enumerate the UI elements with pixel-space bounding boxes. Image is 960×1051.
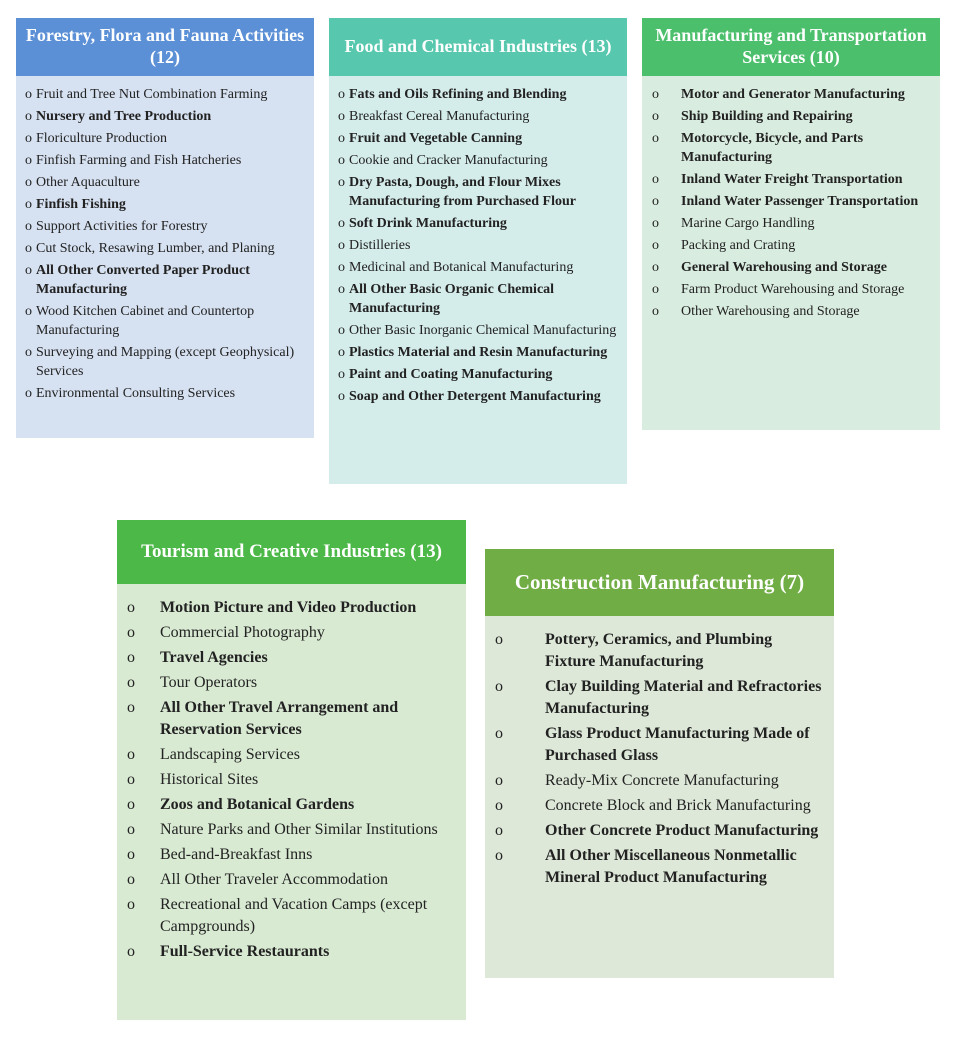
panel-forestry-flora-fauna [16,18,314,438]
list-item-text: Commercial Photography [160,624,325,641]
list-item [338,365,619,384]
list-item [652,129,932,167]
list-item-text: Nursery and Tree Production [36,109,212,124]
list-item-text: Ship Building and Repairing [681,109,853,124]
list-item-text: Landscaping Services [160,746,300,763]
list-item [127,894,458,938]
list-item-text: Nature Parks and Other Similar Institutions [160,821,438,838]
list-item [338,173,619,211]
list-item [127,622,458,644]
circle-bullet-icon: o [338,131,345,146]
list-item [25,173,306,192]
list-item-text: Other Warehousing and Storage [681,304,860,319]
list-item [25,302,306,340]
list-item [495,723,826,767]
list-item-text: Travel Agencies [160,649,268,666]
list-item [127,794,458,816]
list-item [25,195,306,214]
list-item-text: Support Activities for Forestry [36,219,208,234]
list-item-text: Fruit and Tree Nut Combination Farming [36,87,268,102]
list-item-text: Farm Product Warehousing and Storage [681,282,905,297]
circle-bullet-icon: o [127,896,135,913]
list-item [652,280,932,299]
circle-bullet-icon: o [25,131,32,146]
circle-bullet-icon: o [127,624,135,641]
circle-bullet-icon: o [495,822,503,839]
industry-list [485,616,834,889]
list-item [652,192,932,211]
list-item [338,151,619,170]
list-item [338,85,619,104]
circle-bullet-icon: o [25,175,32,190]
circle-bullet-icon: o [495,631,503,648]
circle-bullet-icon: o [652,194,659,209]
circle-bullet-icon: o [338,282,345,297]
list-item [25,343,306,381]
list-item [495,770,826,792]
list-item [652,107,932,126]
circle-bullet-icon: o [127,846,135,863]
circle-bullet-icon: o [25,263,32,278]
circle-bullet-icon: o [652,87,659,102]
list-item-text: Environmental Consulting Services [36,386,236,401]
list-item-text: Finfish Farming and Fish Hatcheries [36,153,242,168]
list-item-text: Zoos and Botanical Gardens [160,796,355,813]
list-item [338,343,619,362]
list-item-text: Dry Pasta, Dough, and Flour Mixes Manufacturing from Purchased Flour [349,175,576,209]
list-item [652,258,932,277]
circle-bullet-icon: o [495,797,503,814]
circle-bullet-icon: o [338,109,345,124]
list-item [25,129,306,148]
list-item-text: Medicinal and Botanical Manufacturing [349,260,574,275]
list-item [127,941,458,963]
panel-title: Manufacturing and Transportation Services (10) [642,18,940,76]
list-item [652,214,932,233]
list-item [338,258,619,277]
list-item-text: Inland Water Passenger Transportation [681,194,919,209]
circle-bullet-icon: o [652,260,659,275]
list-item-text: Pottery, Ceramics, and Plumbing Fixture Manufacturing [545,631,773,670]
circle-bullet-icon: o [495,678,503,695]
list-item [127,597,458,619]
list-item [127,647,458,669]
circle-bullet-icon: o [127,943,135,960]
circle-bullet-icon: o [495,847,503,864]
circle-bullet-icon: o [338,323,345,338]
circle-bullet-icon: o [25,87,32,102]
circle-bullet-icon: o [25,386,32,401]
circle-bullet-icon: o [338,153,345,168]
list-item-text: Plastics Material and Resin Manufacturing [349,345,608,360]
circle-bullet-icon: o [127,746,135,763]
list-item [338,107,619,126]
industry-list [117,584,466,963]
list-item-text: Other Concrete Product Manufacturing [545,822,819,839]
list-item-text: Full-Service Restaurants [160,943,330,960]
list-item-text: Inland Water Freight Transportation [681,172,903,187]
circle-bullet-icon: o [127,871,135,888]
list-item-text: Cut Stock, Resawing Lumber, and Planing [36,241,275,256]
circle-bullet-icon: o [338,345,345,360]
list-item [495,845,826,889]
list-item [25,85,306,104]
list-item-text: All Other Miscellaneous Nonmetallic Mineral Product Manufacturing [545,847,797,886]
list-item [127,869,458,891]
list-item-text: Cookie and Cracker Manufacturing [349,153,548,168]
list-item-text: Tour Operators [160,674,258,691]
list-item-text: Motor and Generator Manufacturing [681,87,905,102]
circle-bullet-icon: o [25,304,32,319]
circle-bullet-icon: o [338,216,345,231]
circle-bullet-icon: o [338,389,345,404]
list-item-text: Motorcycle, Bicycle, and Parts Manufacturing [681,131,864,165]
circle-bullet-icon: o [652,238,659,253]
list-item [127,672,458,694]
list-item-text: Breakfast Cereal Manufacturing [349,109,530,124]
circle-bullet-icon: o [652,131,659,146]
list-item-text: General Warehousing and Storage [681,260,888,275]
list-item [495,820,826,842]
list-item [495,795,826,817]
panel-food-chemical [329,18,627,484]
panel-title: Tourism and Creative Industries (13) [117,520,466,584]
list-item [127,697,458,741]
list-item-text: Bed-and-Breakfast Inns [160,846,313,863]
list-item [338,214,619,233]
list-item-text: Ready-Mix Concrete Manufacturing [545,772,779,789]
circle-bullet-icon: o [652,172,659,187]
panel-title: Construction Manufacturing (7) [485,549,834,616]
industry-list [642,76,940,321]
list-item-text: Soap and Other Detergent Manufacturing [349,389,601,404]
circle-bullet-icon: o [652,109,659,124]
list-item [127,819,458,841]
panel-title: Forestry, Flora and Fauna Activities (12) [16,18,314,76]
circle-bullet-icon: o [127,599,135,616]
list-item [25,151,306,170]
circle-bullet-icon: o [338,260,345,275]
list-item-text: All Other Traveler Accommodation [160,871,388,888]
list-item-text: Historical Sites [160,771,259,788]
circle-bullet-icon: o [127,699,135,716]
circle-bullet-icon: o [652,216,659,231]
panel-construction-manufacturing [485,549,834,978]
list-item-text: Distilleries [349,238,411,253]
list-item-text: Surveying and Mapping (except Geophysical) Services [36,345,295,379]
list-item [127,844,458,866]
circle-bullet-icon: o [338,87,345,102]
circle-bullet-icon: o [338,238,345,253]
list-item [25,261,306,299]
circle-bullet-icon: o [127,821,135,838]
circle-bullet-icon: o [25,153,32,168]
list-item [652,236,932,255]
list-item-text: Soft Drink Manufacturing [349,216,507,231]
list-item-text: Other Basic Inorganic Chemical Manufacturing [349,323,617,338]
list-item [652,170,932,189]
list-item-text: Marine Cargo Handling [681,216,815,231]
list-item [25,217,306,236]
circle-bullet-icon: o [127,771,135,788]
circle-bullet-icon: o [25,241,32,256]
circle-bullet-icon: o [25,219,32,234]
panel-manufacturing-transportation [642,18,940,430]
list-item-text: Wood Kitchen Cabinet and Countertop Manufacturing [36,304,255,338]
circle-bullet-icon: o [652,304,659,319]
list-item [338,280,619,318]
list-item-text: Fats and Oils Refining and Blending [349,87,567,102]
list-item-text: Motion Picture and Video Production [160,599,417,616]
list-item [25,384,306,403]
list-item-text: Clay Building Material and Refractories Manufacturing [545,678,822,717]
list-item-text: Recreational and Vacation Camps (except Campgrounds) [160,896,428,935]
list-item-text: Other Aquaculture [36,175,140,190]
list-item-text: Glass Product Manufacturing Made of Purchased Glass [545,725,810,764]
circle-bullet-icon: o [25,109,32,124]
circle-bullet-icon: o [127,674,135,691]
circle-bullet-icon: o [25,345,32,360]
list-item [338,129,619,148]
list-item [25,107,306,126]
list-item-text: All Other Basic Organic Chemical Manufacturing [349,282,555,316]
list-item [652,85,932,104]
list-item [127,769,458,791]
list-item [25,239,306,258]
list-item [127,744,458,766]
list-item [338,236,619,255]
list-item [338,387,619,406]
list-item [495,629,826,673]
circle-bullet-icon: o [127,796,135,813]
list-item [652,302,932,321]
panel-title: Food and Chemical Industries (13) [329,18,627,76]
list-item [495,676,826,720]
list-item-text: Packing and Crating [681,238,796,253]
list-item [338,321,619,340]
circle-bullet-icon: o [127,649,135,666]
circle-bullet-icon: o [495,772,503,789]
list-item-text: Finfish Fishing [36,197,126,212]
circle-bullet-icon: o [25,197,32,212]
circle-bullet-icon: o [652,282,659,297]
list-item-text: All Other Travel Arrangement and Reservation Services [160,699,399,738]
circle-bullet-icon: o [338,175,345,190]
list-item-text: Concrete Block and Brick Manufacturing [545,797,811,814]
list-item-text: All Other Converted Paper Product Manufacturing [36,263,250,297]
circle-bullet-icon: o [338,367,345,382]
circle-bullet-icon: o [495,725,503,742]
list-item-text: Fruit and Vegetable Canning [349,131,523,146]
industry-list [16,76,314,403]
panel-tourism-creative [117,520,466,1020]
list-item-text: Floriculture Production [36,131,168,146]
list-item-text: Paint and Coating Manufacturing [349,367,553,382]
industry-list [329,76,627,406]
